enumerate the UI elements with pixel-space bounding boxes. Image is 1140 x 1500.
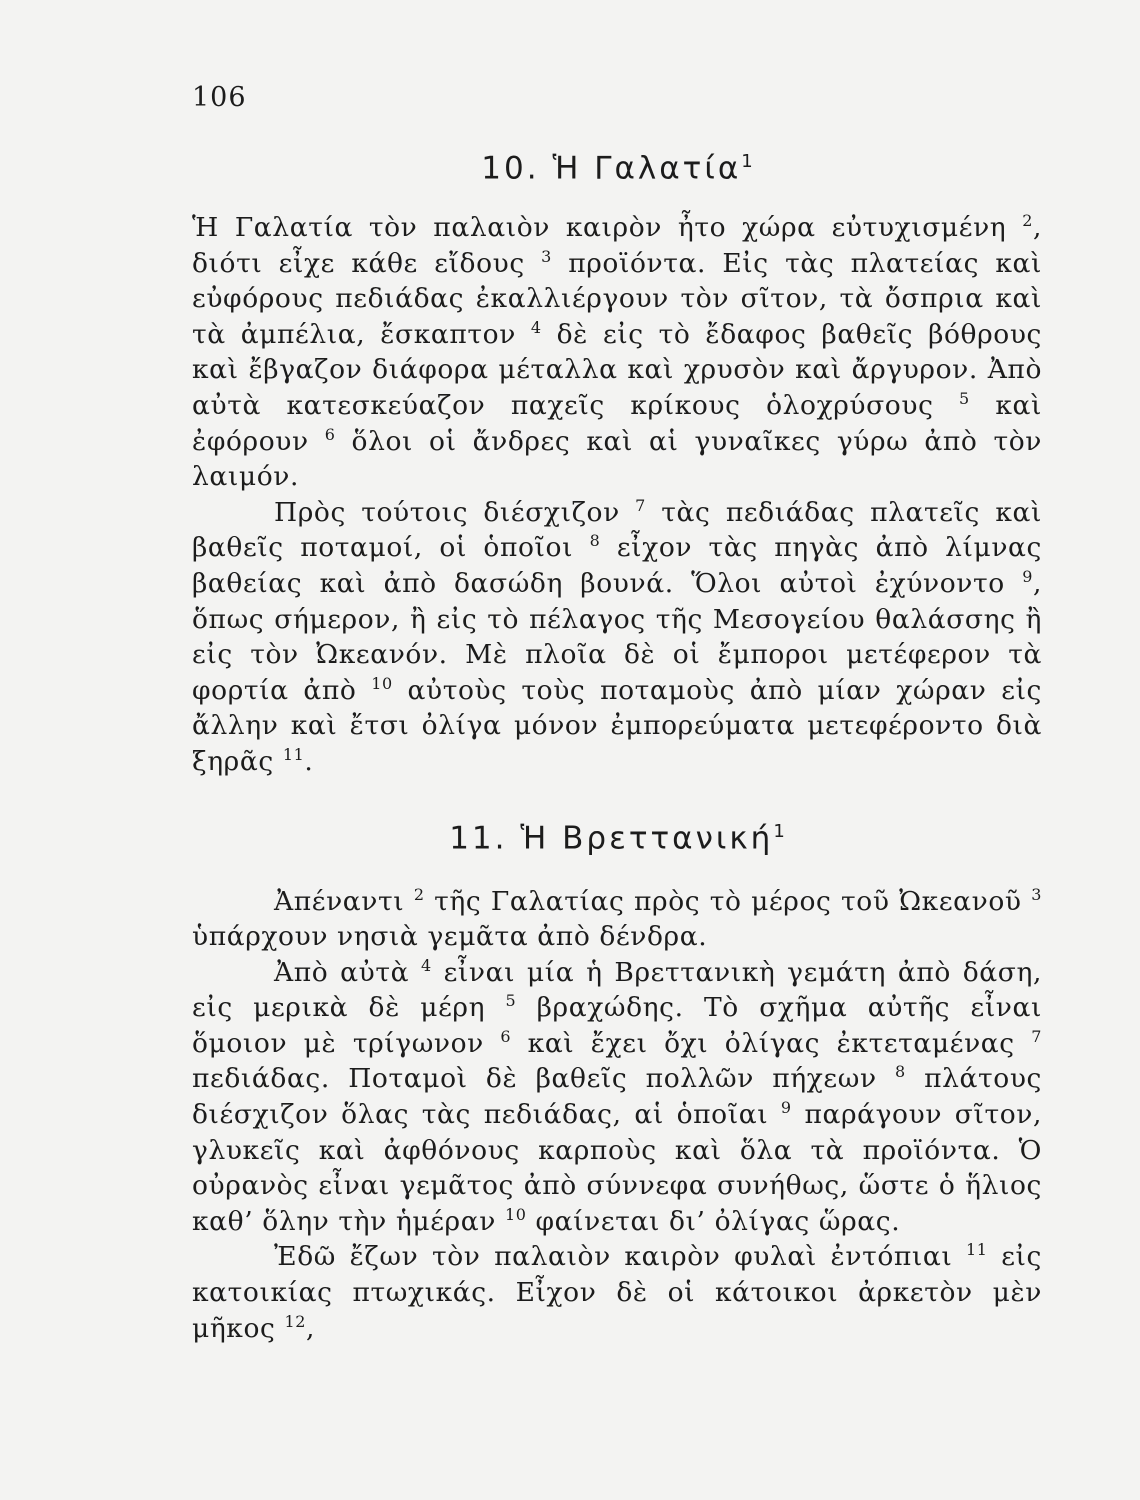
footnote-marker: 12	[284, 1311, 307, 1331]
footnote-marker: 4	[530, 317, 542, 337]
footnote-marker: 11	[966, 1240, 988, 1260]
footnote-marker: 3	[541, 246, 552, 266]
text-run: τὰς πεδιάδας πλατεῖς καὶ βαθεῖς ποταμοί, οἱ ὁποῖοι	[192, 496, 1042, 564]
text-run: Πρὸς τούτοις διέσχιζον	[274, 496, 636, 528]
paragraph	[192, 210, 1042, 495]
text-run: προϊόντα. Εἰς τὰς πλατείας καὶ εὐφόρους πεδιάδας ἐκαλλιέργουν τὸν σῖτον, τὰ ὄσπρια καὶ τὰ ἀμπέλια, ἔσκαπτον	[192, 247, 1043, 350]
text-run: βραχώδης. Τὸ σχῆμα αὐτῆς εἶναι ὅμοιον μὲ τρίγωνον	[192, 992, 1043, 1059]
paragraph	[192, 884, 1042, 955]
footnote-marker: 10	[371, 673, 393, 693]
text-run: ὅλοι οἱ ἄνδρες καὶ αἱ γυναῖκες γύρω ἀπὸ τὸν λαιμόν.	[192, 425, 1042, 493]
text-run: καὶ ἐφόρουν	[192, 389, 1043, 457]
footnote-marker: 1	[741, 151, 753, 172]
footnote-marker: 6	[500, 1027, 512, 1047]
text-run: Ἐδῶ ἔζων τὸν παλαιὸν καιρὸν φυλαὶ ἐντόπιαι	[274, 1241, 967, 1273]
text-run: , διότι εἶχε κάθε εἴδους	[192, 212, 1042, 279]
text-run: Ἡ Γαλατία τὸν παλαιὸν καιρὸν ἦτο χώρα εὐτυχισμένη	[192, 212, 1023, 243]
text-run: πεδιάδας. Ποταμοὶ δὲ βαθεῖς πολλῶν πήχεων	[192, 1063, 896, 1095]
section-heading-britannia	[192, 808, 1042, 870]
footnote-marker: 3	[1031, 884, 1042, 904]
text-run: ,	[306, 1312, 316, 1344]
text-run: Ἀπέναντι	[274, 885, 414, 917]
footnote-marker: 5	[505, 991, 517, 1011]
footnote-marker: 10	[504, 1205, 527, 1225]
page-number: 106	[192, 82, 247, 113]
footnote-marker: 2	[1022, 211, 1033, 231]
section-heading-galatia	[192, 138, 1042, 198]
footnote-marker: 8	[589, 531, 601, 551]
footnote-marker: 4	[420, 955, 432, 975]
text-run: Ἀπὸ αὐτὰ	[274, 956, 421, 988]
text-run: , ὅπως σήμερον, ἢ εἰς τὸ πέλαγος τῆς Μεσογείου θαλάσσης ἢ εἰς τὸν Ὠκεανόν. Μὲ πλοῖα δὲ οἱ ἔμποροι μετέφερον τὰ φορτία ἀπὸ	[192, 567, 1042, 706]
section-title: Ἡ Βρεττανική	[520, 819, 774, 856]
section-title: Ἡ Γαλατία	[552, 150, 742, 187]
text-run: πλάτους διέσχιζον ὅλας τὰς πεδιάδας, αἱ ὁποῖαι	[192, 1063, 1042, 1131]
footnote-marker: 8	[895, 1062, 906, 1082]
text-run: τῆς Γαλατίας πρὸς τὸ μέρος τοῦ Ὠκεανοῦ	[424, 885, 1032, 917]
text-run: εἰς κατοικίας πτωχικάς. Εἶχον δὲ οἱ κάτοικοι ἀρκετὸν μὲν μῆκος	[192, 1241, 1042, 1344]
text-run: δὲ εἰς τὸ ἔδαφος βαθεῖς βόθρους καὶ ἔβγαζον διάφορα μέταλλα καὶ χρυσὸν καὶ ἄργυρον. Ἀπὸ αὐτὰ κατεσκεύαζον παχεῖς κρίκους ὁλοχρύσους	[192, 318, 1042, 421]
text-run: αὐτοὺς τοὺς ποταμοὺς ἀπὸ μίαν χώραν εἰς ἄλλην καὶ ἔτσι ὀλίγα μόνον ἐμπορεύματα μετεφέροντο διὰ ξηρᾶς	[192, 674, 1042, 777]
footnote-marker: 1	[773, 820, 785, 842]
footnote-marker: 2	[413, 884, 425, 904]
footnote-marker: 9	[1022, 567, 1033, 587]
section-number: 10.	[481, 150, 540, 187]
text-run: παράγουν σῖτον, γλυκεῖς καὶ ἀφθόνους καρποὺς καὶ ὅλα τὰ προϊόντα. Ὁ οὐρανὸς εἶναι γεμᾶτος ἀπὸ σύννεφα συνήθως, ὥστε ὁ ἥλιος καθ’ ὅλην τὴν ἡμέραν	[192, 1099, 1042, 1237]
paragraph	[192, 1239, 1042, 1346]
footnote-marker: 11	[282, 745, 305, 765]
text-run: φαίνεται δι’ ὀλίγας ὥρας.	[526, 1205, 901, 1237]
paragraph	[192, 495, 1042, 780]
footnote-marker: 9	[780, 1098, 792, 1118]
paragraph	[192, 955, 1042, 1240]
text-run: .	[304, 745, 314, 777]
section-number: 11.	[449, 819, 508, 856]
footnote-marker: 6	[324, 424, 336, 444]
text-run: εἶχον τὰς πηγὰς ἀπὸ λίμνας βαθείας καὶ ἀπὸ δασώδη βουνά. Ὅλοι αὐτοὶ ἐχύνοντο	[192, 532, 1042, 599]
footnote-marker: 5	[959, 389, 970, 409]
footnote-marker: 7	[635, 495, 646, 515]
page-content	[192, 138, 1042, 1346]
footnote-marker: 7	[1031, 1027, 1043, 1047]
text-run: καὶ ἔχει ὄχι ὀλίγας ἐκτεταμένας	[511, 1027, 1032, 1059]
text-run: ὑπάρχουν νησιὰ γεμᾶτα ἀπὸ δένδρα.	[192, 921, 708, 953]
text-run: εἶναι μία ἡ Βρεττανικὴ γεμάτη ἀπὸ δάση, εἰς μερικὰ δὲ μέρη	[192, 956, 1042, 1024]
